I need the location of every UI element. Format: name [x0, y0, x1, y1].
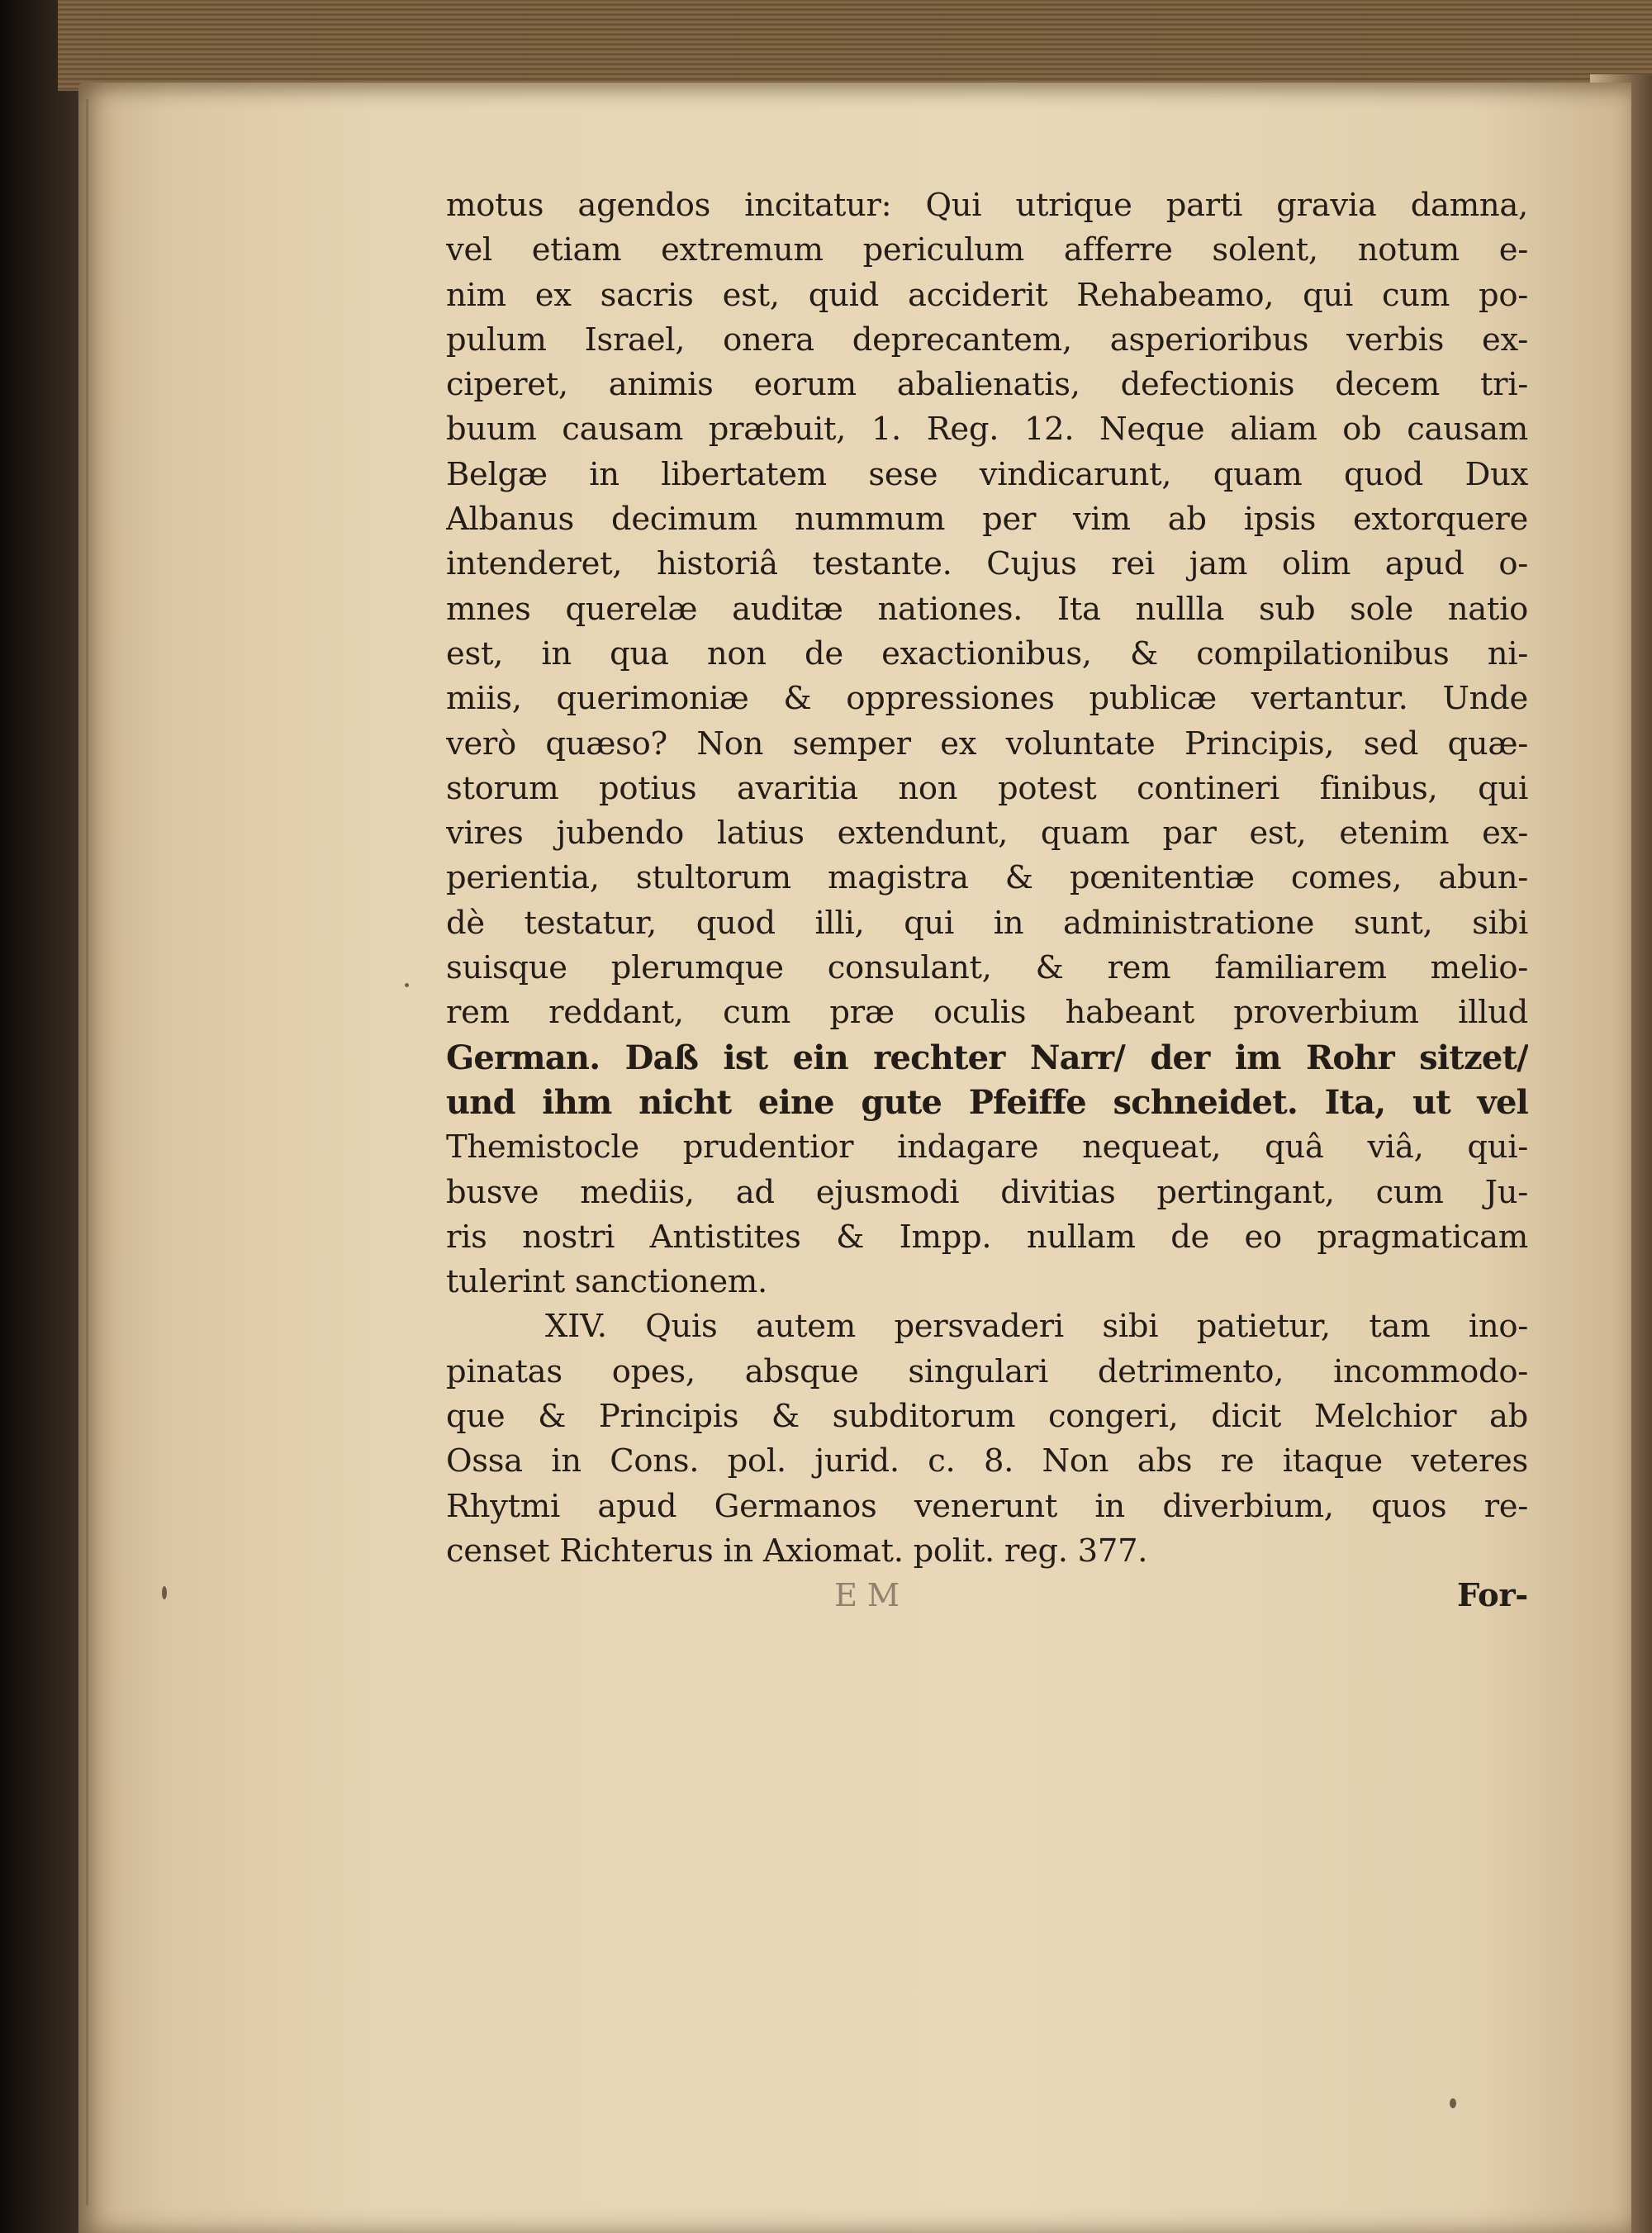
text-line: miis, querimoniæ & oppressiones publicæ vertantur. Unde	[446, 680, 1528, 718]
catchword: For-	[1457, 1577, 1528, 1615]
text-line: tulerint sanctionem.	[446, 1263, 767, 1301]
text-line: Themistocle prudentior indagare nequeat, quâ viâ, qui-	[446, 1128, 1528, 1166]
text-line: rem reddant, cum præ oculis habeant proverbium illud	[446, 994, 1528, 1032]
text-line: pulum Israel, onera deprecantem, asperioribus verbis ex-	[446, 321, 1528, 359]
text-line: dè testatur, quod illi, qui in administratione sunt, sibi	[446, 904, 1528, 942]
text-line: perientia, stultorum magistra & pœnitentiæ comes, abun-	[446, 859, 1528, 897]
text-line: pinatas opes, absque singulari detrimento, incommodo-	[446, 1352, 1528, 1390]
text-line: mnes querelæ auditæ nationes. Ita nullla sub sole natio	[446, 590, 1528, 628]
text-line: Ossa in Cons. pol. jurid. c. 8. Non abs re itaque veteres	[446, 1442, 1528, 1480]
german-proverb-line: und ihm nicht eine gute Pfeiffe schneidet. Ita, ut vel	[446, 1082, 1528, 1122]
german-proverb-line: German. Daß ist ein rechter Narr/ der im Rohr sitzet/	[446, 1038, 1528, 1077]
text-line: Belgæ in libertatem sese vindicarunt, quam quod Dux	[446, 455, 1528, 493]
text-line: intenderet, historiâ testante. Cujus rei jam olim apud o-	[446, 545, 1528, 583]
text-line: ris nostri Antistites & Impp. nullam de eo pragmaticam	[446, 1218, 1528, 1256]
signature-mark: E M	[834, 1577, 900, 1615]
text-line: censet Richterus in Axiomat. polit. reg. 377.	[446, 1532, 1148, 1570]
text-line: busve mediis, ad ejusmodi divitias pertingant, cum Ju-	[446, 1173, 1528, 1211]
body-text	[446, 183, 1528, 1619]
section-heading-line: XIV. Quis autem persvaderi sibi patietur, tam ino-	[545, 1308, 1528, 1346]
page-edge-shadow	[86, 99, 88, 2206]
text-line: nim ex sacris est, quid acciderit Rehabeamo, qui cum po-	[446, 276, 1528, 314]
text-line: ciperet, animis eorum abalienatis, defectionis decem tri-	[446, 366, 1528, 404]
text-line: Rhytmi apud Germanos venerunt in diverbium, quos re-	[446, 1487, 1528, 1525]
text-line: Albanus decimum nummum per vim ab ipsis extorquere	[446, 501, 1528, 539]
text-line: motus agendos incitatur: Qui utrique parti gravia damna,	[446, 187, 1528, 224]
text-line: est, in qua non de exactionibus, & compilationibus ni-	[446, 634, 1528, 672]
ink-speck	[405, 983, 409, 987]
text-line: verò quæso? Non semper ex voluntate Principis, sed quæ-	[446, 725, 1528, 763]
ink-speck	[1450, 2098, 1456, 2108]
text-line: vel etiam extremum periculum afferre solent, notum e-	[446, 231, 1528, 269]
text-line: storum potius avaritia non potest contineri finibus, qui	[446, 769, 1528, 807]
ink-speck	[162, 1586, 167, 1599]
text-line: suisque plerumque consulant, & rem familiarem melio-	[446, 949, 1528, 987]
text-line: vires jubendo latius extendunt, quam par est, etenim ex-	[446, 815, 1528, 853]
page-stack-edge	[58, 0, 1652, 91]
text-line: que & Principis & subditorum congeri, dicit Melchior ab	[446, 1398, 1528, 1436]
book-binding	[0, 0, 78, 2233]
page-footer	[446, 1574, 1528, 1618]
text-line: buum causam præbuit, 1. Reg. 12. Neque aliam ob causam	[446, 411, 1528, 449]
